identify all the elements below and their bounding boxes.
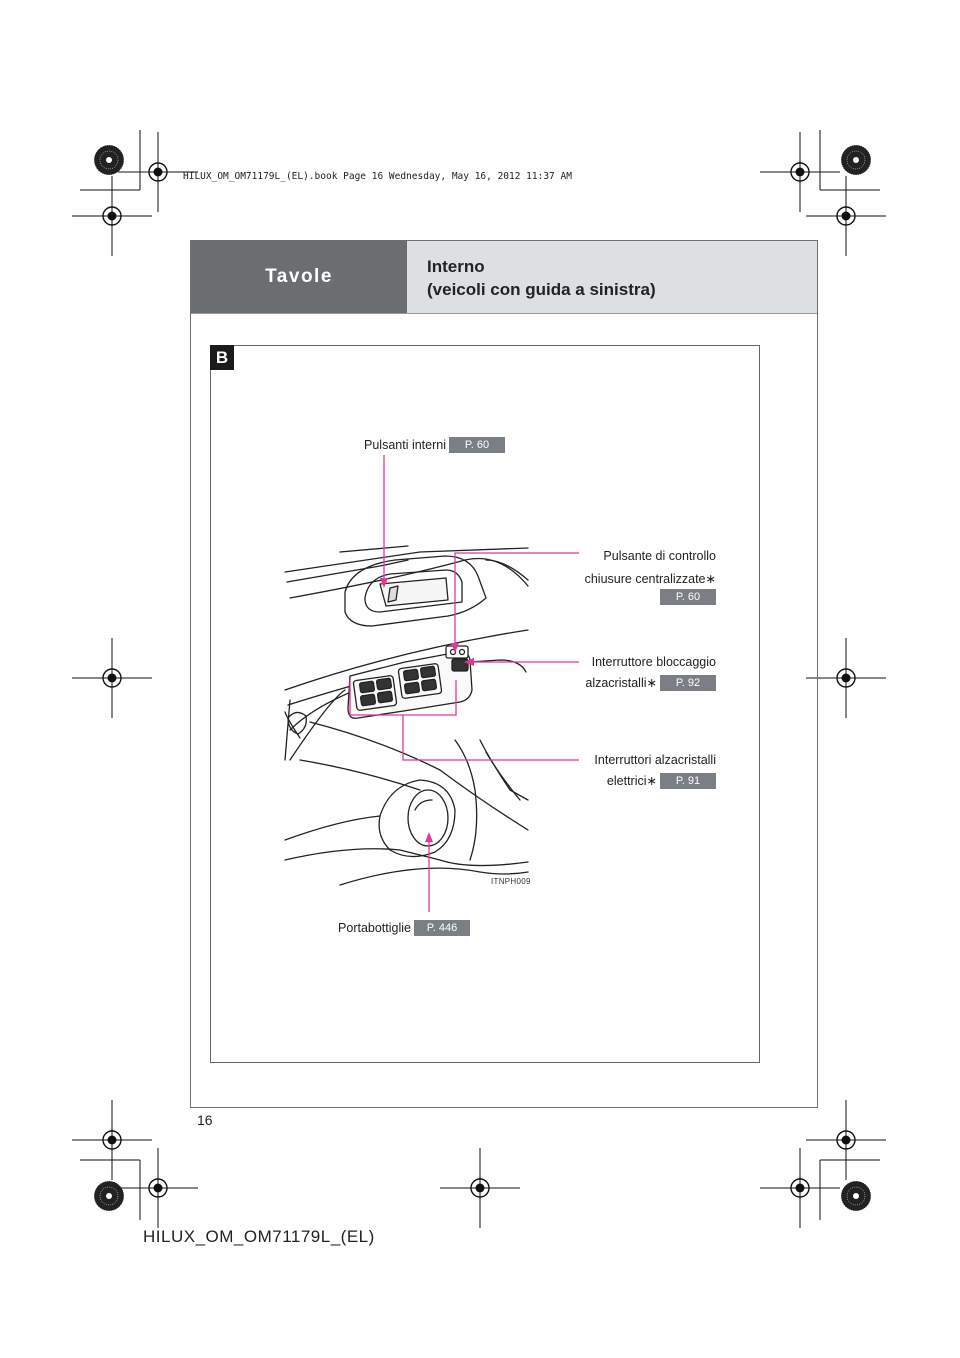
page-ref-badge[interactable]: P. 60 xyxy=(449,437,505,453)
page-title-line1: Interno xyxy=(427,257,485,276)
callout-bottle-holder-label: Portabottiglie xyxy=(338,921,411,935)
asterisk-icon: ∗ xyxy=(705,572,716,586)
section-tab: Tavole xyxy=(191,241,407,313)
section-badge: B xyxy=(210,345,234,370)
page-ref-badge[interactable]: P. 60 xyxy=(660,589,716,605)
page-ref-badge[interactable]: P. 446 xyxy=(414,920,470,936)
callout-power-windows-label-line2: elettrici∗ xyxy=(606,774,657,788)
asterisk-icon: ∗ xyxy=(646,676,657,690)
page-ref-badge[interactable]: P. 92 xyxy=(660,675,716,691)
image-code: ITNPH009 xyxy=(491,877,531,886)
document-code: HILUX_OM_OM71179L_(EL) xyxy=(143,1227,375,1246)
callout-central-lock-label-line1: Pulsante di controllo xyxy=(603,549,716,563)
page-title-line2: (veicoli con guida a sinistra) xyxy=(427,280,656,299)
print-header: HILUX_OM_OM71179L_(EL).book Page 16 Wednesday, May 16, 2012 11:37 AM xyxy=(183,171,572,182)
callout-power-windows-label-line1: Interruttori alzacristalli xyxy=(594,753,716,767)
callout-window-lock-label-line2: alzacristalli∗ xyxy=(585,676,657,690)
callout-inner-handles-label: Pulsanti interni xyxy=(364,438,446,452)
callout-central-lock-label-line2: chiusure centralizzate∗ xyxy=(584,572,716,586)
page-ref-badge[interactable]: P. 91 xyxy=(660,773,716,789)
asterisk-icon: ∗ xyxy=(646,774,657,788)
page-number: 16 xyxy=(197,1112,213,1128)
callout-window-lock-label-line1: Interruttore bloccaggio xyxy=(591,655,716,669)
